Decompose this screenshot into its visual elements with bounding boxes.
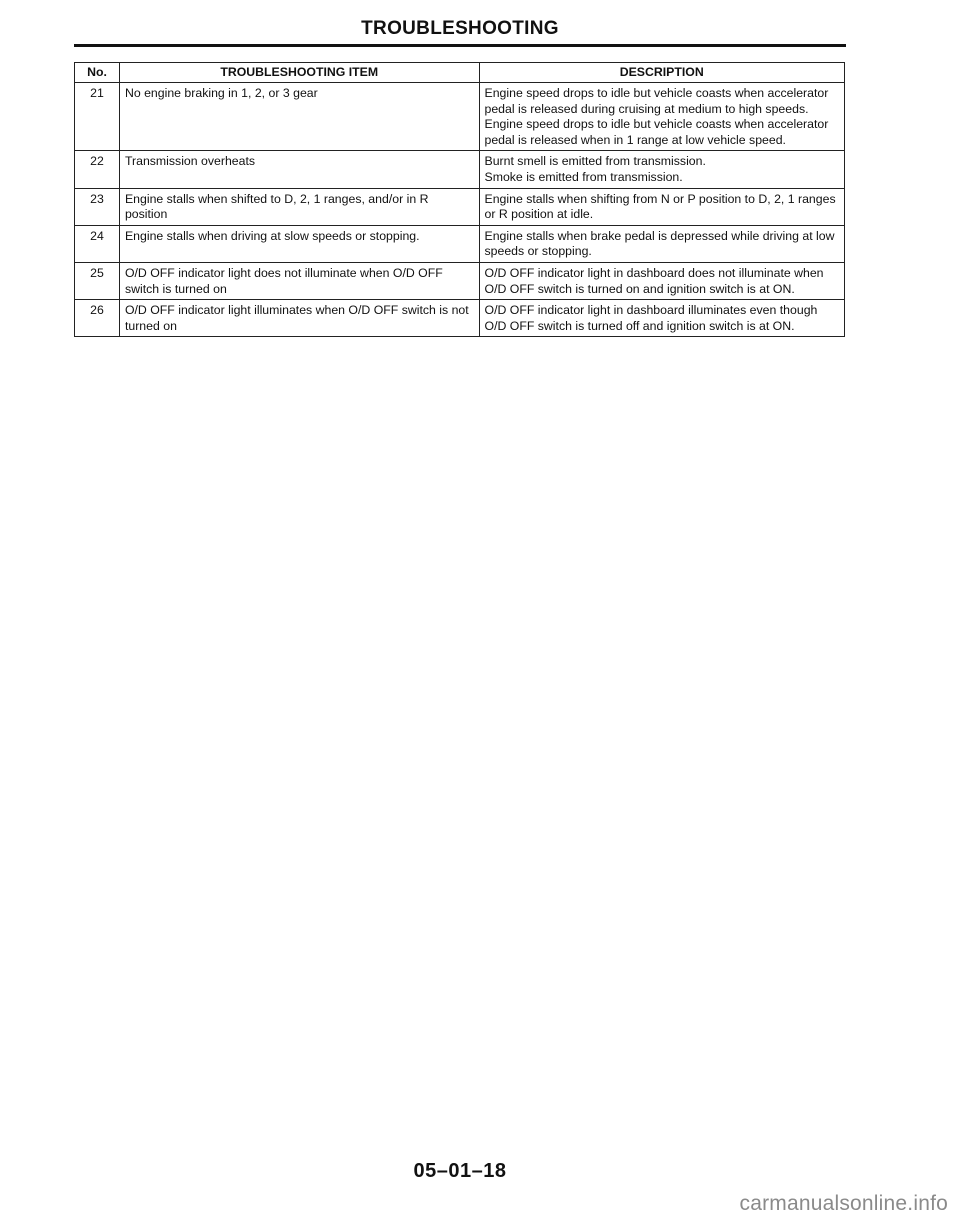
table-row xyxy=(75,225,845,262)
table-row xyxy=(75,83,845,151)
header-rule xyxy=(74,44,846,47)
table-row xyxy=(75,262,845,299)
row-number: 23 xyxy=(75,188,120,225)
description-line: Engine speed drops to idle but vehicle coasts when accelerator pedal is released when in 1 range at low vehicle speed. xyxy=(484,117,829,147)
row-number: 24 xyxy=(75,225,120,262)
troubleshooting-item: O/D OFF indicator light does not illuminate when O/D OFF switch is turned on xyxy=(119,262,479,299)
troubleshooting-item: O/D OFF indicator light illuminates when O/D OFF switch is not turned on xyxy=(119,300,479,337)
header-description: DESCRIPTION xyxy=(479,63,845,83)
description-line: Burnt smell is emitted from transmission. xyxy=(484,154,706,169)
troubleshooting-item: Engine stalls when shifted to D, 2, 1 ranges, and/or in R position xyxy=(119,188,479,225)
description-line: Engine stalls when brake pedal is depressed while driving at low speeds or stopping. xyxy=(484,228,835,259)
header-troubleshooting-item: TROUBLESHOOTING ITEM xyxy=(119,63,479,83)
table-row xyxy=(75,188,845,225)
troubleshooting-item: Transmission overheats xyxy=(119,151,479,188)
description-line: Engine speed drops to idle but vehicle coasts when accelerator pedal is released during cruising at medium to high speeds. xyxy=(484,86,829,116)
troubleshooting-item: Engine stalls when driving at slow speeds or stopping. xyxy=(119,225,479,262)
description-cell xyxy=(479,262,845,299)
description-cell xyxy=(479,300,845,337)
description-cell xyxy=(479,188,845,225)
watermark-text: carmanualsonline.info xyxy=(739,1192,948,1215)
row-number: 26 xyxy=(75,300,120,337)
row-number: 22 xyxy=(75,151,120,188)
page-title: TROUBLESHOOTING xyxy=(361,18,559,39)
table-header-row xyxy=(75,63,845,83)
description-line: Smoke is emitted from transmission. xyxy=(484,169,683,184)
description-line: O/D OFF indicator light in dashboard does not illuminate when O/D OFF switch is turned on and ignition switch is at ON. xyxy=(484,265,824,296)
description-cell xyxy=(479,151,845,188)
description-cell xyxy=(479,225,845,262)
description-line: Engine stalls when shifting from N or P position to D, 2, 1 ranges or R position at idle. xyxy=(484,191,836,222)
page-number: 05–01–18 xyxy=(413,1160,507,1182)
header-no: No. xyxy=(75,63,120,83)
description-cell xyxy=(479,83,845,151)
row-number: 21 xyxy=(75,83,120,151)
table-row xyxy=(75,300,845,337)
table-row xyxy=(75,151,845,188)
description-line: O/D OFF indicator light in dashboard illuminates even though O/D OFF switch is turned off and ignition switch is at ON. xyxy=(484,303,818,333)
troubleshooting-item: No engine braking in 1, 2, or 3 gear xyxy=(119,83,479,151)
troubleshooting-table xyxy=(74,62,845,337)
row-number: 25 xyxy=(75,262,120,299)
